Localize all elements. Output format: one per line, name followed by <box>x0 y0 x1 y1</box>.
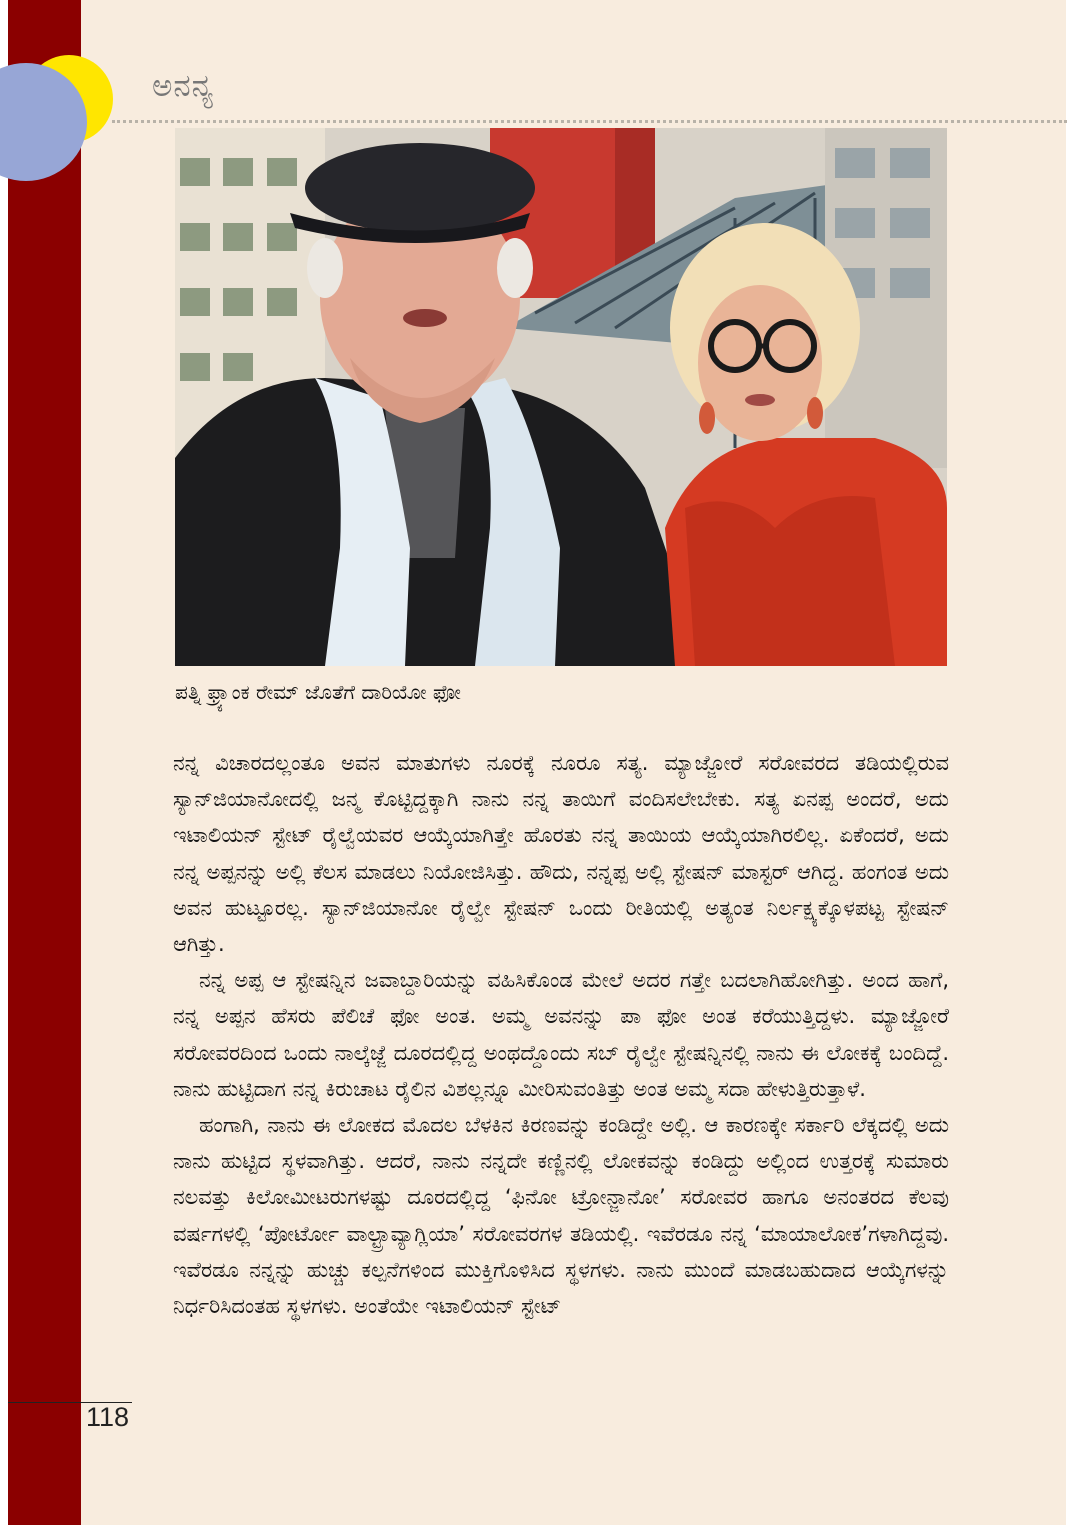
photo-illustration <box>175 128 947 666</box>
section-title: ಅನನ್ಯ <box>152 68 215 104</box>
page-right-edge <box>1066 0 1072 1525</box>
header-dotted-rule <box>112 120 1067 123</box>
paragraph-1: ನನ್ನ ವಿಚಾರದಲ್ಲಂತೂ ಅವನ ಮಾತುಗಳು ನೂರಕ್ಕೆ ನೂರೂ ಸತ್ಯ. ಮ್ಯಾಜ್ಜೋರೆ ಸರೋವರದ ತಡಿಯಲ್ಲಿರುವ ಸ್ಯಾನ್‌ಜಿಯಾನೋದಲ್ಲಿ ಜನ್ಮ ಕೊಟ್ಟಿದ್ದಕ್ಕಾಗಿ ನಾನು ನನ್ನ ತಾಯಿಗೆ ವಂದಿಸಲೇಬೇಕು. ಸತ್ಯ ಏನಪ್ಪ ಅಂದರೆ, ಅದು ಇಟಾಲಿಯನ್ ಸ್ಟೇಟ್ ರೈಲ್ವೆಯವರ ಆಯ್ಕೆಯಾಗಿತ್ತೇ ಹೊರತು ನನ್ನ ತಾಯಿಯ ಆಯ್ಕೆಯಾಗಿರಲಿಲ್ಲ. ಏಕೆಂದರೆ, ಅದು ನನ್ನ ಅಪ್ಪನನ್ನು ಅಲ್ಲಿ ಕೆಲಸ ಮಾಡಲು ನಿಯೋಜಿಸಿತ್ತು. ಹೌದು, ನನ್ನಪ್ಪ ಅಲ್ಲಿ ಸ್ಟೇಷನ್ ಮಾಸ್ಟರ್ ಆಗಿದ್ದ. ಹಂಗಂತ ಅದು ಅವನ ಹುಟ್ಟೂರಲ್ಲ. ಸ್ಯಾನ್‌ಜಿಯಾನೋ ರೈಲ್ವೇ ಸ್ಟೇಷನ್ ಒಂದು ರೀತಿಯಲ್ಲಿ ಅತ್ಯಂತ ನಿರ್ಲಕ್ಷ್ಯಕ್ಕೊಳಪಟ್ಟ ಸ್ಟೇಷನ್ ಆಗಿತ್ತು. <box>173 751 949 957</box>
paragraph-2: ನನ್ನ ಅಪ್ಪ ಆ ಸ್ಟೇಷನ್ನಿನ ಜವಾಬ್ದಾರಿಯನ್ನು ವಹಿಸಿಕೊಂಡ ಮೇಲೆ ಅದರ ಗತ್ತೇ ಬದಲಾಗಿಹೋಗಿತ್ತು. ಅಂದ ಹಾಗೆ, ನನ್ನ ಅಪ್ಪನ ಹೆಸರು ಪೆಲಿಚೆ ಫೋ ಅಂತ. ಅಮ್ಮ ಅವನನ್ನು ಪಾ ಫೋ ಅಂತ ಕರೆಯುತ್ತಿದ್ದಳು. ಮ್ಯಾಜ್ಜೋರೆ ಸರೋವರದಿಂದ ಒಂದು ನಾಲ್ಕೆಜ್ಜೆ ದೂರದಲ್ಲಿದ್ದ ಅಂಥದ್ದೊಂದು ಸಬ್ ರೈಲ್ವೇ ಸ್ಟೇಷನ್ನಿನಲ್ಲಿ ನಾನು ಈ ಲೋಕಕ್ಕೆ ಬಂದಿದ್ದೆ. ನಾನು ಹುಟ್ಟಿದಾಗ ನನ್ನ ಕಿರುಚಾಟ ರೈಲಿನ ವಿಶಲ್ಲನ್ನೂ ಮೀರಿಸುವಂತಿತ್ತು ಅಂತ ಅಮ್ಮ ಸದಾ ಹೇಳುತ್ತಿರುತ್ತಾಳೆ. <box>173 968 949 1101</box>
page-left-edge <box>0 0 8 1525</box>
page-number: 118 <box>86 1402 130 1432</box>
photo-dario-fo-franca-rame <box>175 128 947 666</box>
photo-caption: ಪತ್ನಿ ಫ್ರ್ಯಾಂಕ ರೇಮ್ ಜೊತೆಗೆ ದಾರಿಯೋ ಫೋ <box>175 680 461 704</box>
paragraph-3: ಹಂಗಾಗಿ, ನಾನು ಈ ಲೋಕದ ಮೊದಲ ಬೆಳಕಿನ ಕಿರಣವನ್ನು ಕಂಡಿದ್ದೇ ಅಲ್ಲಿ. ಆ ಕಾರಣಕ್ಕೇ ಸರ್ಕಾರಿ ಲೆಕ್ಕದಲ್ಲಿ ಅದು ನಾನು ಹುಟ್ಟಿದ ಸ್ಥಳವಾಗಿತ್ತು. ಆದರೆ, ನಾನು ನನ್ನದೇ ಕಣ್ಣಿನಲ್ಲಿ ಲೋಕವನ್ನು ಕಂಡಿದ್ದು ಅಲ್ಲಿಂದ ಉತ್ತರಕ್ಕೆ ಸುಮಾರು ನಲವತ್ತು ಕಿಲೋಮೀಟರುಗಳಷ್ಟು ದೂರದಲ್ಲಿದ್ದ ‘ಫಿನೋ ಟ್ರೋನ್ಜಾನೋ’ ಸರೋವರ ಹಾಗೂ ಅನಂತರದ ಕೆಲವು ವರ್ಷಗಳಲ್ಲಿ ‘ಪೋರ್ಟೋ ವಾಲ್ಟ್ರಾವ್ಯಾಗ್ಲಿಯಾ’ ಸರೋವರಗಳ ತಡಿಯಲ್ಲಿ. ಇವೆರಡೂ ನನ್ನ ‘ಮಾಯಾಲೋಕ’ಗಳಾಗಿದ್ದವು. ಇವೆರಡೂ ನನ್ನನ್ನು ಹುಚ್ಚು ಕಲ್ಪನೆಗಳಿಂದ ಮುಕ್ತಿಗೊಳಿಸಿದ ಸ್ಥಳಗಳು. ನಾನು ಮುಂದೆ ಮಾಡಬಹುದಾದ ಆಯ್ಕೆಗಳನ್ನು ನಿರ್ಧರಿಸಿದಂತಹ ಸ್ಥಳಗಳು. ಅಂತೆಯೇ ಇಟಾಲಿಯನ್ ಸ್ಟೇಟ್ <box>173 1113 949 1319</box>
margin-band <box>8 0 81 1525</box>
article-body <box>173 745 949 1324</box>
